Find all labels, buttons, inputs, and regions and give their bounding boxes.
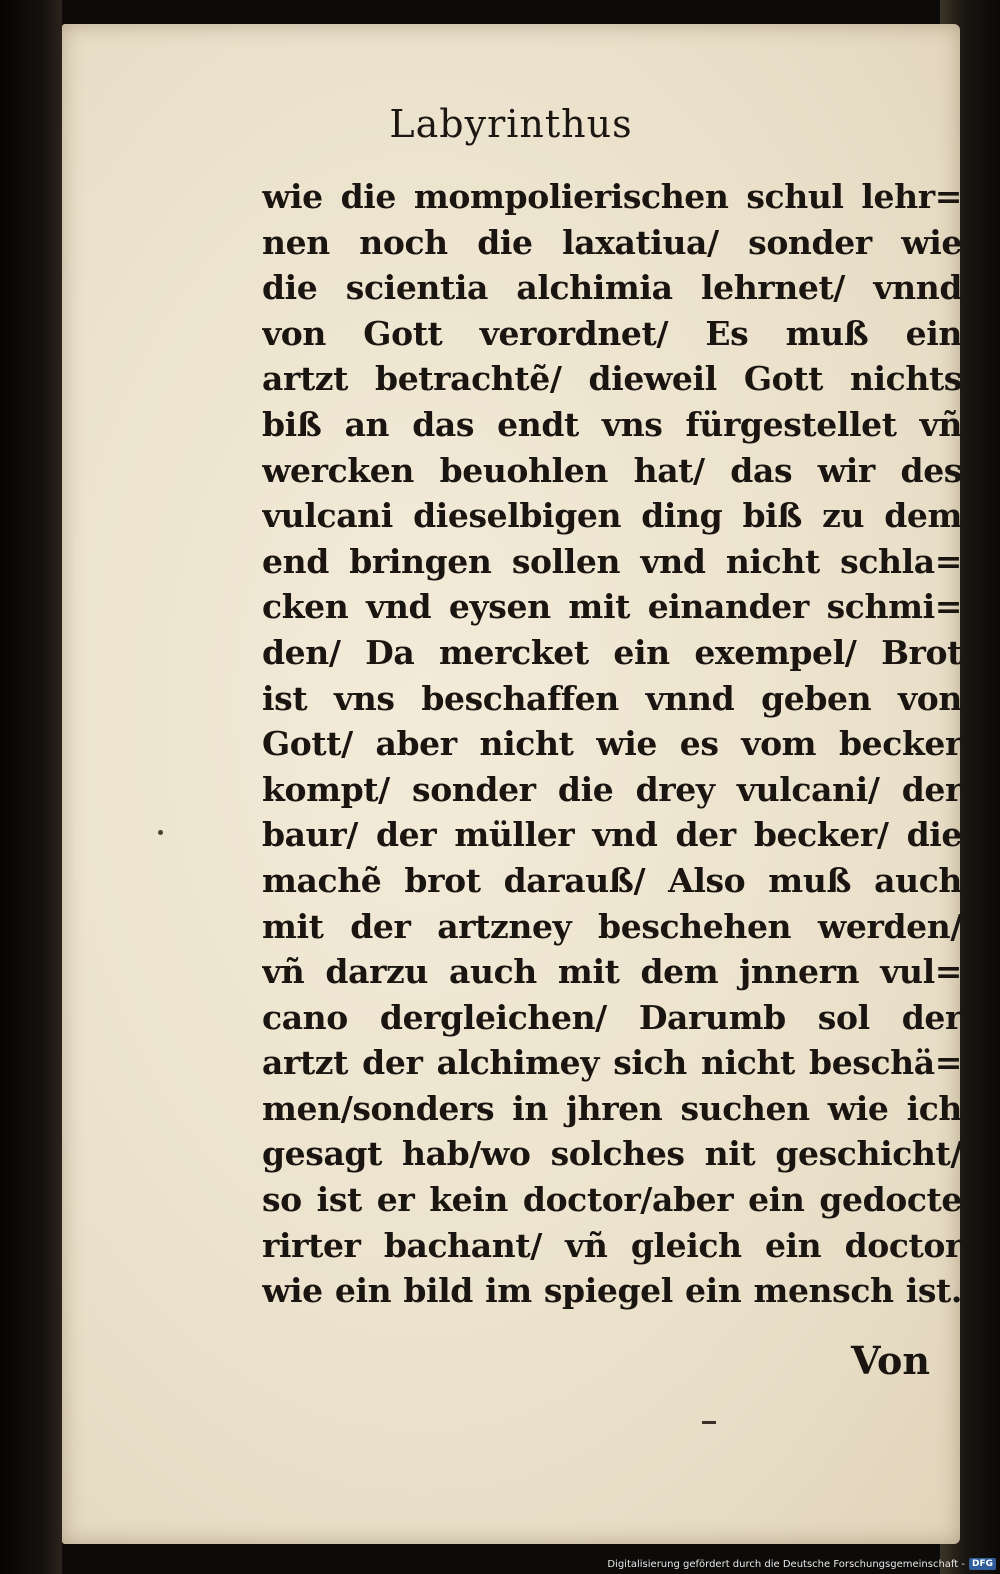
text-line: men/sonders in jhren suchen wie ich — [262, 1088, 962, 1128]
funding-credit: Digitalisierung gefördert durch die Deutsche Forschungsgemeinschaft - — [607, 1558, 965, 1570]
book-page — [62, 24, 960, 1544]
text-line: gesagt hab/wo solches nit geschicht/ — [262, 1134, 962, 1174]
text-line: die scientia alchimia lehrnet/ vnnd — [262, 268, 962, 308]
text-line: kompt/ sonder die drey vulcani/ der — [262, 769, 962, 809]
text-line: artzt der alchimey sich nicht beschä= — [262, 1043, 962, 1083]
text-line: wie die mompolierischen schul lehr= — [262, 177, 962, 216]
dfg-logo: DFG — [969, 1558, 996, 1570]
text-line: end bringen sollen vnd nicht schla= — [262, 541, 962, 581]
text-line: artzt betrachtẽ/ dieweil Gott nichts — [262, 359, 962, 399]
text-line: biß an das endt vns fürgestellet vñ — [262, 404, 962, 444]
text-line: machẽ brot darauß/ Also muß auch — [262, 860, 962, 900]
margin-dot-mark — [158, 830, 163, 835]
scan-border-left — [0, 0, 62, 1574]
catchword: Von — [851, 1338, 930, 1383]
digitization-footer — [607, 1558, 996, 1570]
text-line: den/ Da mercket ein exempel/ Brot — [262, 632, 962, 672]
text-line: wie ein bild im spiegel ein mensch ist. — [262, 1271, 962, 1311]
text-line: rirter bachant/ vñ gleich ein doctor — [262, 1225, 962, 1265]
running-head: Labyrinthus — [389, 102, 633, 146]
text-line: vulcani dieselbigen ding biß zu dem — [262, 496, 962, 536]
text-line: so ist er kein doctor/aber ein gedocte — [262, 1180, 962, 1220]
text-line: vñ darzu auch mit dem jnnern vul= — [262, 952, 962, 992]
text-line: mit der artzney beschehen werden/ — [262, 906, 962, 946]
signature-dash-mark — [702, 1421, 716, 1424]
text-line: von Gott verordnet/ Es muß ein — [262, 313, 962, 353]
text-line: baur/ der müller vnd der becker/ die — [262, 815, 962, 855]
text-line: nen noch die laxatiua/ sonder wie — [262, 222, 962, 262]
text-line: cken vnd eysen mit einander schmi= — [262, 587, 962, 627]
text-line: cano dergleichen/ Darumb sol der — [262, 997, 962, 1037]
body-text — [262, 174, 962, 1314]
text-line: wercken beuohlen hat/ das wir des — [262, 450, 962, 490]
text-line: Gott/ aber nicht wie es vom becker — [262, 724, 962, 764]
text-line: ist vns beschaffen vnnd geben von — [262, 678, 962, 718]
